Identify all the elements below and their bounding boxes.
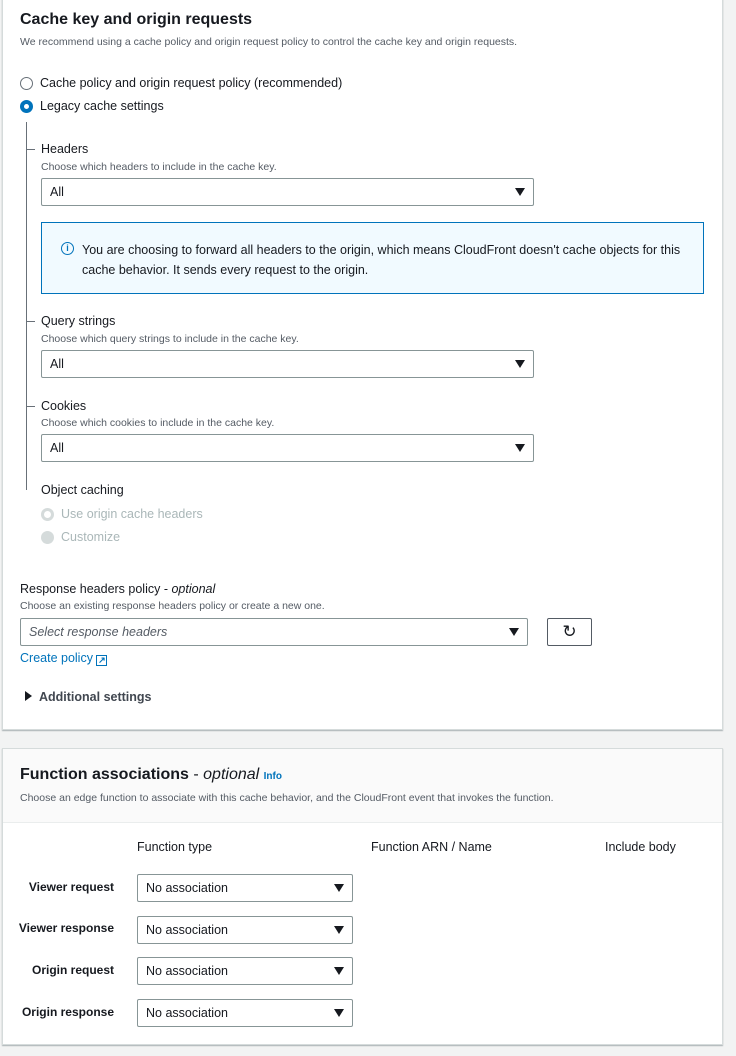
radio-cache-policy-label: Cache policy and origin request policy (recommended) (40, 76, 343, 90)
caret-down-icon (334, 884, 344, 892)
info-link[interactable]: Info (263, 771, 282, 782)
row-label-viewer-response: Viewer response (18, 921, 114, 935)
response-placeholder: Select response headers (29, 625, 168, 639)
column-function-type: Function type (137, 840, 213, 854)
radio-origin-headers[interactable] (41, 508, 54, 521)
row-label-origin-response: Origin response (21, 1005, 114, 1019)
external-link-icon: ↗ (98, 655, 106, 665)
viewer-response-select[interactable] (137, 916, 353, 944)
caret-down-icon (334, 967, 344, 975)
origin-response-select[interactable] (137, 999, 353, 1027)
headers-value: All (50, 185, 64, 199)
headers-label: Headers (41, 142, 89, 156)
info-icon: i (61, 242, 74, 255)
radio-cache-policy[interactable] (20, 77, 33, 90)
caret-down-icon (515, 444, 525, 452)
info-text: You are choosing to forward all headers to the origin, which means CloudFront doesn't cache objects for this cache behavior. It sends every request to the origin. (82, 243, 681, 277)
column-include-body: Include body (605, 840, 676, 854)
optional-tag: optional (171, 582, 216, 596)
additional-settings-toggle[interactable] (25, 690, 152, 704)
radio-customize-label: Customize (61, 530, 121, 544)
tree-tick (26, 321, 35, 322)
response-desc: Choose an existing response headers policy or create a new one. (20, 600, 325, 612)
object-caching-label: Object caching (41, 483, 124, 497)
column-function-arn: Function ARN / Name (371, 840, 492, 854)
radio-origin-headers-label: Use origin cache headers (61, 507, 203, 521)
select-value: No association (146, 1006, 228, 1020)
section-title: Cache key and origin requests (20, 11, 253, 28)
response-select[interactable] (20, 618, 528, 646)
origin-request-select[interactable] (137, 957, 353, 985)
refresh-icon: ↻ (562, 622, 577, 641)
tree-line (26, 122, 27, 490)
info-alert (41, 222, 704, 294)
response-label-text: Response headers policy (20, 582, 161, 596)
cookies-select[interactable] (41, 434, 534, 462)
tree-tick (26, 149, 35, 150)
cookies-label: Cookies (41, 399, 87, 413)
viewer-request-select[interactable] (137, 874, 353, 902)
caret-down-icon (515, 188, 525, 196)
caret-down-icon (509, 628, 519, 636)
additional-settings-label: Additional settings (39, 690, 152, 704)
select-value: No association (146, 923, 228, 937)
refresh-button[interactable] (547, 618, 592, 646)
select-value: No association (146, 964, 228, 978)
row-label-origin-request: Origin request (31, 963, 114, 977)
section-desc: We recommend using a cache policy and origin request policy to control the cache key and origin requests. (20, 36, 518, 48)
radio-legacy[interactable] (20, 100, 33, 113)
radio-customize[interactable] (41, 531, 54, 544)
functions-title: Function associations - optional Info (20, 766, 282, 783)
caret-down-icon (515, 360, 525, 368)
query-select[interactable] (41, 350, 534, 378)
radio-legacy-label: Legacy cache settings (40, 99, 164, 113)
cookies-value: All (50, 441, 64, 455)
functions-desc: Choose an edge function to associate with this cache behavior, and the CloudFront event that invokes the function. (20, 792, 554, 804)
response-label: Response headers policy - optional (20, 582, 216, 596)
select-value: No association (146, 881, 228, 895)
functions-title-text: Function associations (20, 766, 189, 783)
query-value: All (50, 357, 64, 371)
row-label-viewer-request: Viewer request (28, 880, 114, 894)
cookies-desc: Choose which cookies to include in the cache key. (41, 417, 275, 429)
headers-select[interactable] (41, 178, 534, 206)
create-policy-link[interactable] (20, 651, 107, 666)
caret-down-icon (334, 926, 344, 934)
optional-tag: optional (203, 766, 260, 783)
tree-tick (26, 406, 35, 407)
caret-down-icon (334, 1009, 344, 1017)
create-policy-text: Create policy (20, 651, 93, 665)
caret-right-icon (25, 691, 32, 701)
headers-desc: Choose which headers to include in the cache key. (41, 161, 277, 173)
query-label: Query strings (41, 314, 116, 328)
panel-header (3, 749, 722, 823)
query-desc: Choose which query strings to include in the cache key. (41, 333, 299, 345)
